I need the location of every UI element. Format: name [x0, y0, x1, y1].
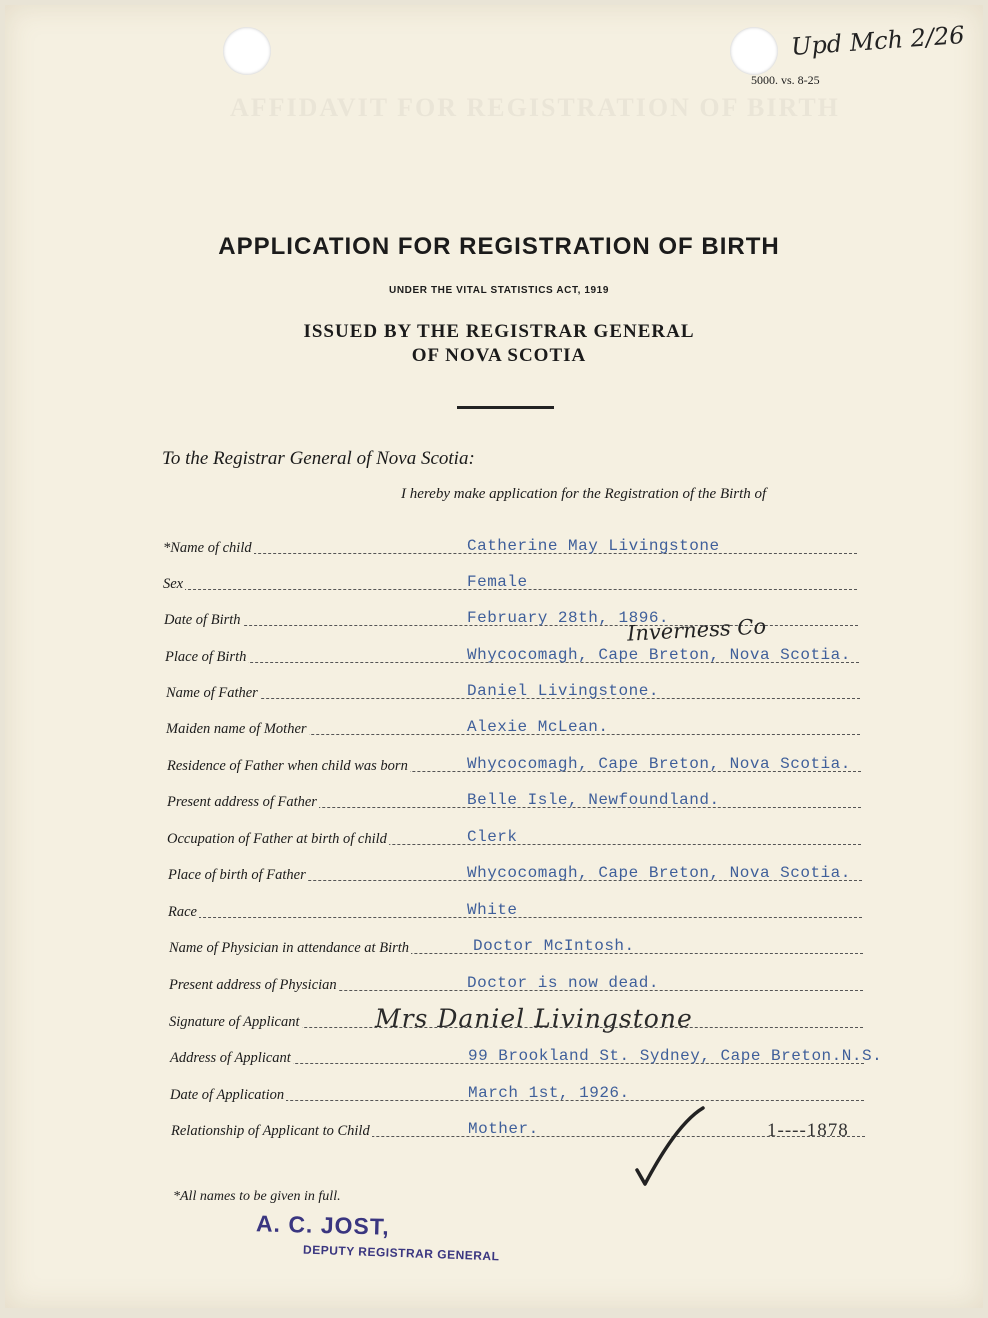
field-value: White — [467, 901, 518, 919]
field-value: Clerk — [467, 828, 518, 846]
field-label: Occupation of Father at birth of child — [167, 831, 387, 847]
field-present-address-of-father — [167, 789, 861, 813]
applicant-signature: Mrs Daniel Livingstone — [375, 1004, 693, 1033]
field-label: Place of Birth — [165, 649, 247, 665]
field-value: Whycocomagh, Cape Breton, Nova Scotia. — [467, 755, 851, 773]
faded-watermark-text: AFFIDAVIT FOR REGISTRATION OF BIRTH — [230, 93, 840, 122]
intro-statement: I hereby make application for the Registration of the Birth of — [401, 486, 767, 502]
field-value: Whycocomagh, Cape Breton, Nova Scotia. — [467, 864, 851, 882]
field-sex — [163, 571, 857, 595]
field-address-of-applicant — [170, 1045, 883, 1069]
field-occupation-of-father — [167, 826, 861, 850]
field-value: 99 Brookland St. Sydney, Cape Breton.N.S. — [468, 1047, 883, 1065]
field-label: Name of Father — [166, 685, 258, 701]
field-name-of-father — [166, 680, 860, 704]
field-race — [168, 899, 862, 923]
field-value: Female — [467, 573, 528, 591]
act-subtitle: UNDER THE VITAL STATISTICS ACT, 1919 — [389, 285, 609, 296]
field-value: Belle Isle, Newfoundland. — [467, 791, 720, 809]
field-date-of-application — [170, 1082, 864, 1106]
footnote: *All names to be given in full. — [173, 1189, 341, 1204]
field-value: February 28th, 1896. — [467, 609, 670, 627]
field-residence-of-father — [167, 753, 861, 777]
field-value: Mother. — [468, 1120, 539, 1138]
field-value: Doctor is now dead. — [467, 974, 659, 992]
field-label: Signature of Applicant — [169, 1014, 300, 1030]
field-label: Residence of Father when child was born — [167, 758, 408, 774]
field-label: Present address of Physician — [169, 977, 337, 993]
handwritten-checkmark-icon — [625, 1100, 725, 1190]
field-value: Doctor McIntosh. — [473, 937, 635, 955]
stamp-title: DEPUTY REGISTRAR GENERAL — [302, 1242, 500, 1264]
stamp-name: A. C. JOST, — [255, 1210, 391, 1240]
field-label: Name of Physician in attendance at Birth — [169, 940, 410, 956]
registration-reference-number: 1----1878 — [767, 1120, 849, 1141]
field-label: Maiden name of Mother — [166, 721, 307, 737]
field-present-address-of-physician — [169, 972, 863, 996]
field-label: Address of Applicant — [170, 1050, 291, 1066]
handwritten-note: Upd Mch 2/26 — [790, 20, 966, 62]
field-label: Date of Birth — [164, 612, 241, 628]
field-label: Date of Application — [170, 1087, 285, 1103]
addressee: To the Registrar General of Nova Scotia: — [162, 448, 475, 469]
field-maiden-name-of-mother — [166, 716, 860, 740]
field-label: Place of birth of Father — [168, 867, 306, 883]
field-label: Race — [168, 904, 197, 920]
field-value: Whycocomagh, Cape Breton, Nova Scotia. — [467, 646, 851, 664]
field-value: Catherine May Livingstone — [467, 537, 720, 555]
field-relationship-to-child — [171, 1118, 865, 1142]
field-label: Relationship of Applicant to Child — [171, 1123, 370, 1139]
field-signature-of-applicant — [169, 1004, 863, 1033]
document-title: APPLICATION FOR REGISTRATION OF BIRTH — [218, 233, 780, 260]
application-document — [5, 5, 983, 1308]
issuer-line-2: OF NOVA SCOTIA — [411, 345, 587, 366]
field-value: March 1st, 1926. — [468, 1084, 630, 1102]
field-name-of-child — [163, 535, 857, 559]
issuer-line-1: ISSUED BY THE REGISTRAR GENERAL — [303, 321, 695, 342]
title-divider — [457, 406, 554, 409]
field-label: Sex — [163, 576, 184, 592]
field-place-of-birth-of-father — [168, 862, 862, 886]
form-number: 5000. vs. 8-25 — [751, 73, 820, 87]
field-label: *Name of child — [163, 540, 252, 556]
handwritten-correction: Inverness Co — [626, 614, 767, 646]
field-value: Daniel Livingstone. — [467, 682, 659, 700]
punch-hole-left — [223, 27, 271, 75]
punch-hole-right — [730, 27, 778, 75]
field-label: Present address of Father — [167, 794, 317, 810]
field-value: Alexie McLean. — [467, 718, 609, 736]
field-name-of-physician — [169, 935, 863, 959]
